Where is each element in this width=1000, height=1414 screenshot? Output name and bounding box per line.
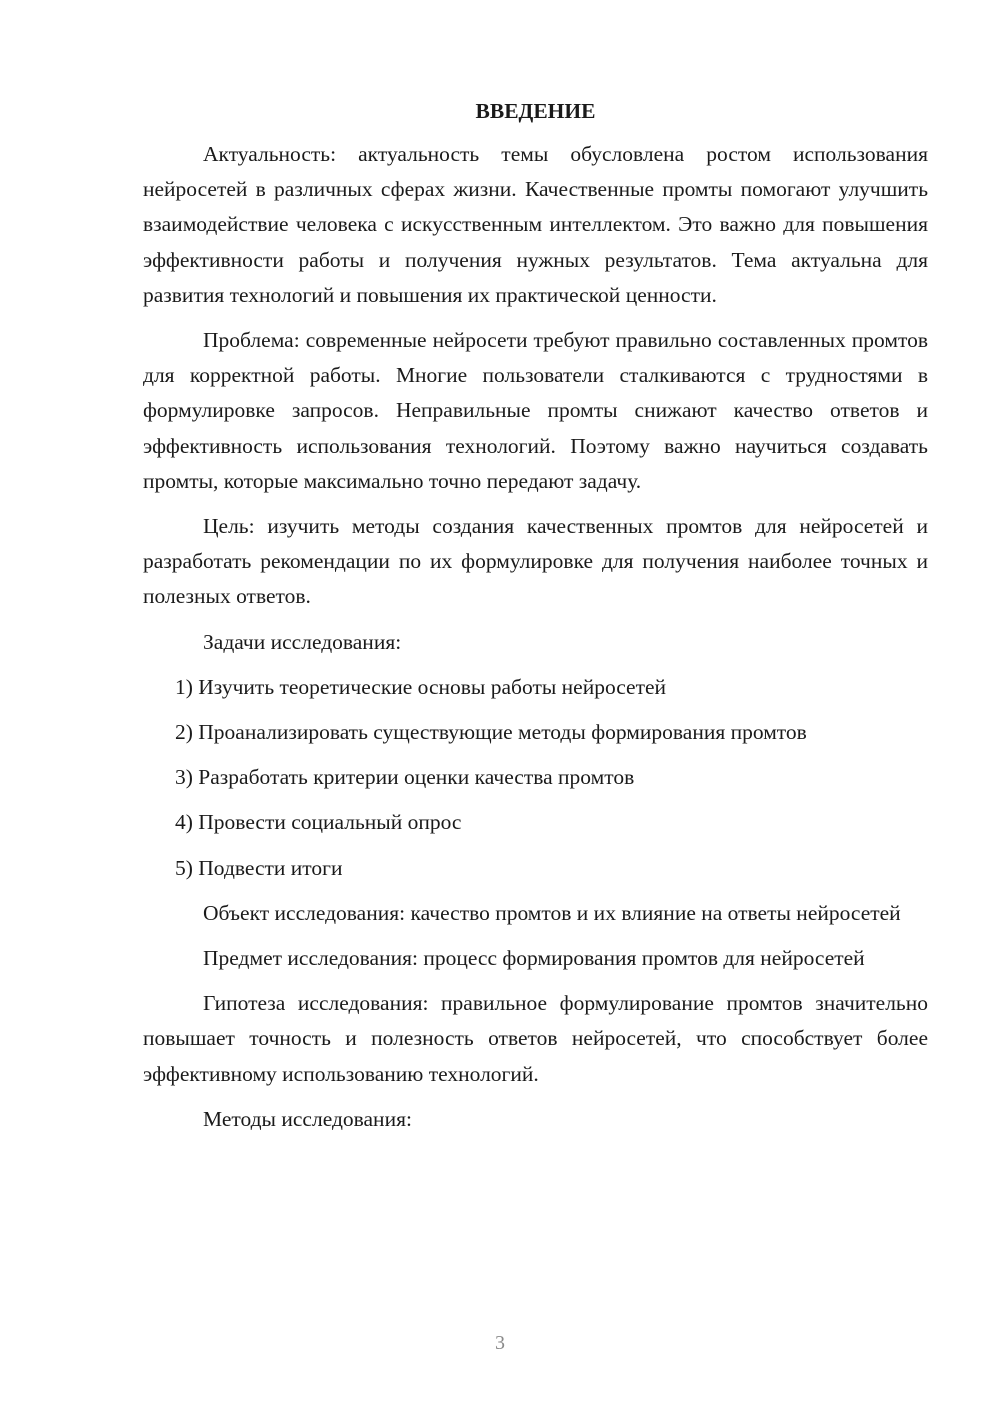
hypothesis-paragraph: Гипотеза исследования: правильное формулирование промтов значительно повышает точность и полезность ответов нейросетей, что способствует более эффективному использованию технологий.	[143, 991, 928, 1086]
goal-paragraph: Цель: изучить методы создания качественных промтов для нейросетей и разработать рекомендации по их формулировке для получения наиболее точных и полезных ответов.	[143, 514, 928, 609]
page-title: ВВЕДЕНИЕ	[475, 99, 596, 123]
problem-paragraph: Проблема: современные нейросети требуют правильно составленных промтов для корректной работы. Многие пользователи сталкиваются с трудностями в формулировке запросов. Неправильные промты снижают качество ответов и эффективность использования технологий. Поэтому важно научиться создавать промты, которые максимально точно передают задачу.	[143, 328, 928, 493]
subject-paragraph: Предмет исследования: процесс формирования промтов для нейросетей	[203, 946, 865, 971]
task-item: 5) Подвести итоги	[175, 855, 343, 880]
relevance-paragraph: Актуальность: актуальность темы обусловлена ростом использования нейросетей в различных сферах жизни. Качественные промты помогают улучшить взаимодействие человека с искусственным интеллектом. Это важно для повышения эффективности работы и получения нужных результатов. Тема актуальна для развития технологий и повышения их практической ценности.	[143, 142, 928, 307]
object-paragraph: Объект исследования: качество промтов и их влияние на ответы нейросетей	[203, 900, 901, 925]
task-item: 1) Изучить теоретические основы работы нейросетей	[175, 674, 667, 699]
task-item: 3) Разработать критерии оценки качества промтов	[175, 765, 635, 790]
task-item: 4) Провести социальный опрос	[175, 810, 462, 835]
task-item: 2) Проанализировать существующие методы формирования промтов	[175, 720, 807, 745]
page-number: 3	[495, 1332, 505, 1354]
tasks-label: Задачи исследования:	[203, 629, 402, 654]
page-content	[143, 95, 928, 1147]
methods-label: Методы исследования:	[203, 1106, 412, 1131]
tasks-list	[143, 670, 928, 886]
